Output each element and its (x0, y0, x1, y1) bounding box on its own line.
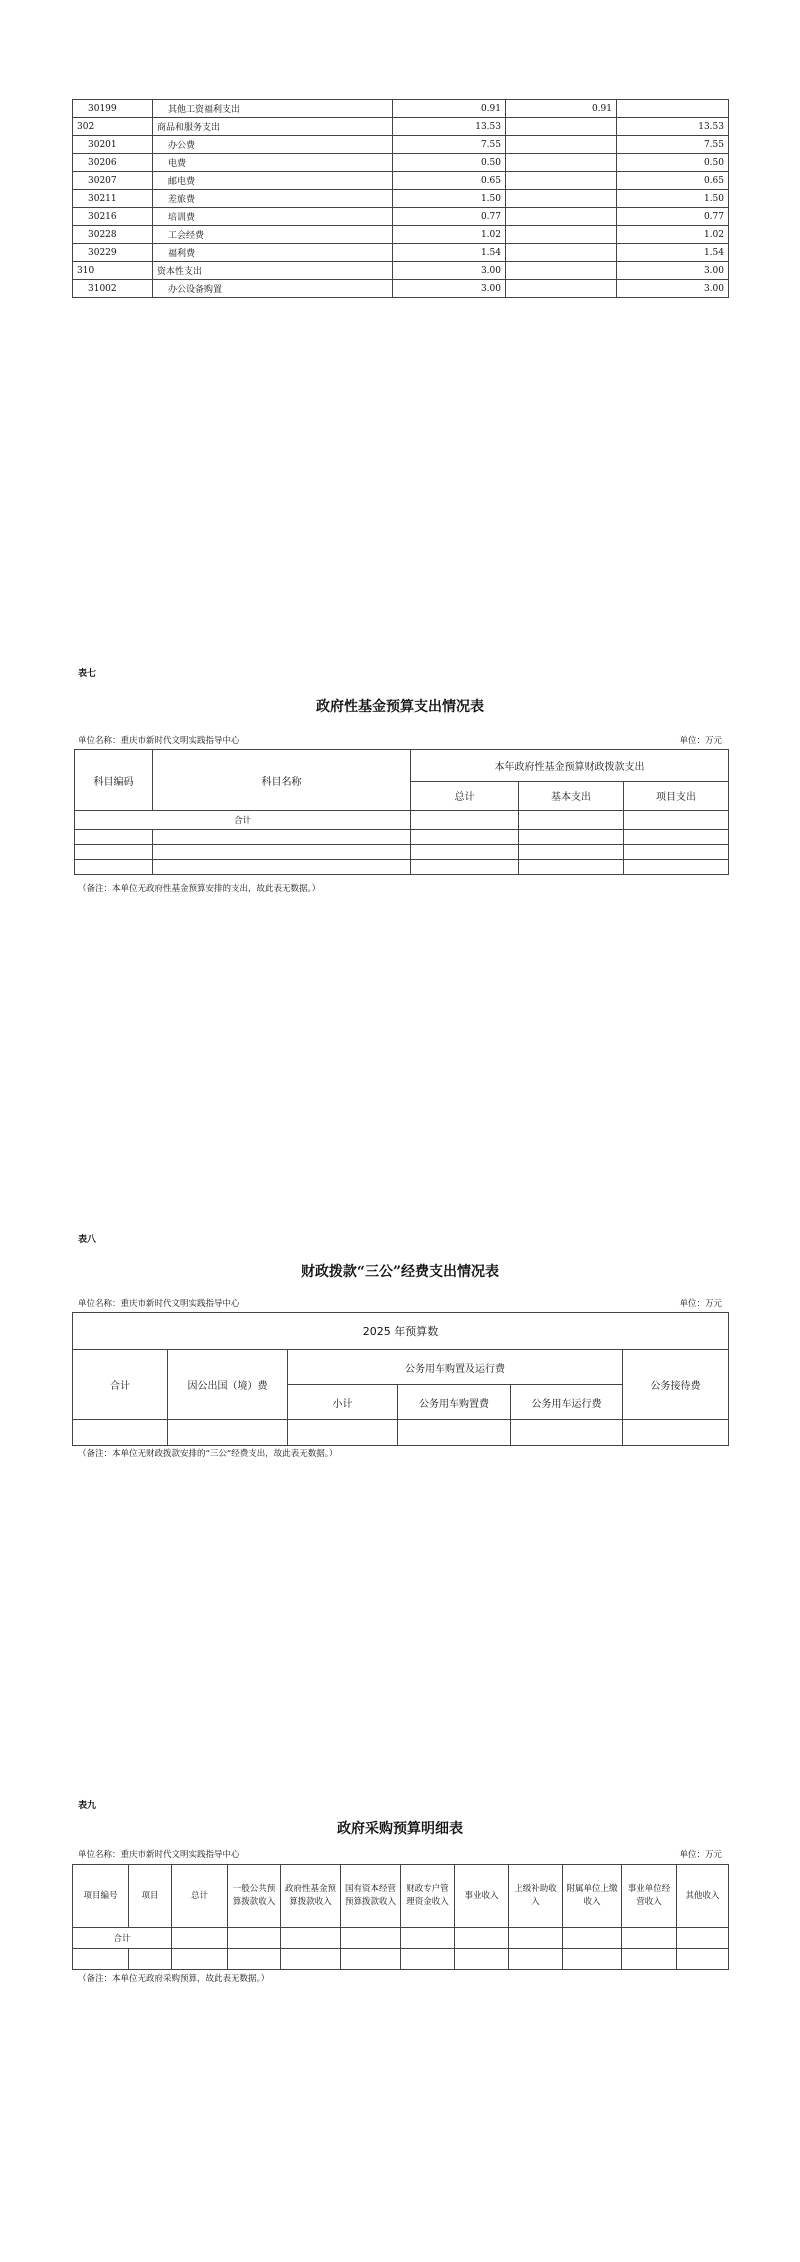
table-row (73, 172, 729, 190)
cell-name: 培训费 (153, 208, 393, 226)
cell-code: 30201 (73, 136, 153, 154)
cell-code: 30206 (73, 154, 153, 172)
cell-code: 30229 (73, 244, 153, 262)
table-tag: 表七 (78, 669, 97, 679)
cell-code: 30211 (73, 190, 153, 208)
col-header: 政府性基金预算拨款收入 (281, 1865, 341, 1928)
table-row (73, 118, 729, 136)
cell-code: 310 (73, 262, 153, 280)
col-operation: 公务用车运行费 (511, 1385, 623, 1420)
cell-basic (506, 244, 617, 262)
cell-basic (506, 136, 617, 154)
col-header: 项目 (129, 1865, 172, 1928)
col-header: 一般公共预算拨款收入 (228, 1865, 281, 1928)
page-title: 政府采购预算明细表 (337, 1821, 463, 1837)
cell-basic (506, 190, 617, 208)
unit-name: 单位名称：重庆市新时代文明实践指导中心 (78, 1850, 240, 1860)
fund-budget-table (74, 749, 729, 875)
page-title: 政府性基金预算支出情况表 (316, 699, 484, 715)
table-row (73, 100, 729, 118)
col-header: 财政专户管理资金收入 (401, 1865, 455, 1928)
col-basic: 基本支出 (519, 781, 624, 810)
col-abroad: 因公出国（境）费 (168, 1350, 288, 1420)
total-row-label: 合计 (75, 811, 411, 830)
cell-basic (506, 172, 617, 190)
col-code: 科目编码 (75, 750, 153, 811)
cell-name: 邮电费 (153, 172, 393, 190)
cell-code: 30228 (73, 226, 153, 244)
col-header: 附属单位上缴收入 (563, 1865, 622, 1928)
cell-basic (506, 280, 617, 298)
table-note: （备注：本单位无财政拨款安排的“三公”经费支出，故此表无数据。） (78, 1449, 338, 1459)
cell-name: 差旅费 (153, 190, 393, 208)
unit-label: 单位：万元 (679, 1299, 722, 1309)
unit-label: 单位：万元 (679, 1850, 722, 1860)
cell-name: 其他工资福利支出 (153, 100, 393, 118)
unit-name: 单位名称：重庆市新时代文明实践指导中心 (78, 1299, 240, 1309)
cell-name: 工会经费 (153, 226, 393, 244)
table-note: （备注：本单位无政府性基金预算安排的支出，故此表无数据。） (78, 884, 321, 894)
col-project: 项目支出 (624, 781, 729, 810)
table-tag: 表九 (78, 1801, 97, 1811)
unit-label: 单位：万元 (679, 736, 722, 746)
cell-code: 30199 (73, 100, 153, 118)
cell-name: 商品和服务支出 (153, 118, 393, 136)
cell-total: 7.55 (393, 136, 506, 154)
cell-name: 资本性支出 (153, 262, 393, 280)
cell-project: 0.50 (617, 154, 729, 172)
cell-total: 0.50 (393, 154, 506, 172)
cell-project: 0.65 (617, 172, 729, 190)
cell-basic (506, 226, 617, 244)
cell-code: 30207 (73, 172, 153, 190)
cell-project: 1.02 (617, 226, 729, 244)
table-row (73, 154, 729, 172)
cell-project (617, 100, 729, 118)
col-reception: 公务接待费 (623, 1350, 729, 1420)
table-row (73, 190, 729, 208)
cell-code: 30216 (73, 208, 153, 226)
col-header: 总计 (172, 1865, 228, 1928)
cell-name: 办公费 (153, 136, 393, 154)
cell-name: 福利费 (153, 244, 393, 262)
cell-total: 3.00 (393, 280, 506, 298)
col-header: 其他收入 (677, 1865, 729, 1928)
col-header: 事业单位经营收入 (622, 1865, 677, 1928)
cell-project: 1.50 (617, 190, 729, 208)
cell-project: 3.00 (617, 280, 729, 298)
page-title: 财政拨款“三公”经费支出情况表 (300, 1264, 500, 1280)
col-total: 合计 (73, 1350, 168, 1420)
col-purchase: 公务用车购置费 (398, 1385, 511, 1420)
col-name: 科目名称 (153, 750, 411, 811)
cell-total: 0.65 (393, 172, 506, 190)
expenditure-table (72, 99, 729, 298)
cell-project: 7.55 (617, 136, 729, 154)
cell-basic (506, 262, 617, 280)
cell-total: 1.02 (393, 226, 506, 244)
table-row (73, 226, 729, 244)
cell-total: 1.54 (393, 244, 506, 262)
col-group: 本年政府性基金预算财政拨款支出 (411, 750, 729, 782)
cell-basic (506, 118, 617, 136)
col-header: 事业收入 (455, 1865, 509, 1928)
col-vehicle: 公务用车购置及运行费 (288, 1350, 623, 1385)
cell-project: 13.53 (617, 118, 729, 136)
cell-name: 电费 (153, 154, 393, 172)
cell-code: 302 (73, 118, 153, 136)
cell-basic (506, 208, 617, 226)
table-row (73, 136, 729, 154)
cell-project: 3.00 (617, 262, 729, 280)
table-tag: 表八 (78, 1235, 97, 1245)
table-note: （备注：本单位无政府采购预算，故此表无数据。） (78, 1974, 270, 1984)
col-header: 项目编号 (73, 1865, 129, 1928)
cell-basic (506, 154, 617, 172)
cell-total: 3.00 (393, 262, 506, 280)
cell-project: 0.77 (617, 208, 729, 226)
col-header: 国有资本经营预算拨款收入 (341, 1865, 401, 1928)
cell-basic: 0.91 (506, 100, 617, 118)
table-row (73, 262, 729, 280)
col-header: 上级补助收入 (509, 1865, 563, 1928)
cell-total: 13.53 (393, 118, 506, 136)
unit-name: 单位名称：重庆市新时代文明实践指导中心 (78, 736, 240, 746)
table-row (73, 280, 729, 298)
cell-total: 0.91 (393, 100, 506, 118)
cell-code: 31002 (73, 280, 153, 298)
budget-year-header: 2025 年预算数 (73, 1313, 729, 1350)
cell-total: 0.77 (393, 208, 506, 226)
table-row (73, 208, 729, 226)
table-row (73, 244, 729, 262)
procurement-table (72, 1864, 729, 1970)
three-public-table (72, 1312, 729, 1446)
total-row-label: 合计 (73, 1928, 172, 1949)
col-total: 总计 (411, 781, 519, 810)
cell-name: 办公设备购置 (153, 280, 393, 298)
cell-project: 1.54 (617, 244, 729, 262)
cell-total: 1.50 (393, 190, 506, 208)
col-subtotal: 小计 (288, 1385, 398, 1420)
